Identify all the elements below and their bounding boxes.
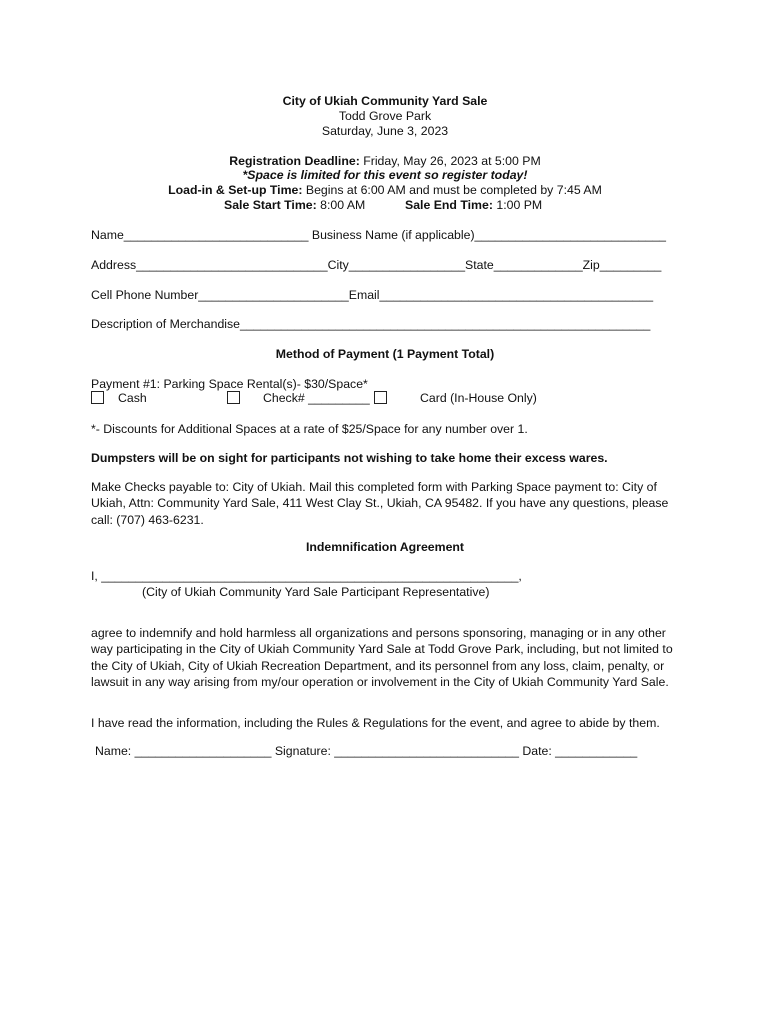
check-label: Check# _________ [263, 391, 370, 405]
cash-label: Cash [118, 391, 147, 405]
indemnification-heading: Indemnification Agreement [305, 540, 465, 554]
merchandise-field[interactable]: Description of Merchandise____________________________________________________________ [91, 317, 651, 331]
sale-end-value: 1:00 PM [492, 198, 543, 212]
acknowledgement: I have read the information, including the Rules & Regulations for the event, and agree to abide by them. [91, 716, 660, 730]
payment-rate: Payment #1: Parking Space Rental(s)- $30/Space* [91, 377, 368, 391]
deadline-label: Registration Deadline: [229, 154, 360, 168]
address-field[interactable]: Address____________________________City_________________State_____________Zip_________ [91, 258, 662, 272]
sale-end-time [405, 198, 542, 213]
sale-start-value: 8:00 AM [316, 198, 366, 212]
event-location: Todd Grove Park [338, 109, 432, 123]
event-date: Saturday, June 3, 2023 [321, 124, 449, 138]
signature-line[interactable]: Name: ____________________ Signature: ___________________________ Date: ____________ [95, 744, 638, 758]
discount-note: *- Discounts for Additional Spaces at a rate of $25/Space for any number over 1. [91, 422, 528, 436]
payment-heading: Method of Payment (1 Payment Total) [275, 347, 495, 361]
loadin-label: Load-in & Set-up Time: [168, 183, 303, 197]
sale-start-time [224, 198, 365, 213]
phone-email-field[interactable]: Cell Phone Number______________________Email________________________________________ [91, 288, 654, 302]
name-business-field[interactable]: Name___________________________ Business Name (if applicable)____________________________ [91, 228, 667, 242]
signer-caption: (City of Ukiah Community Yard Sale Participant Representative) [142, 585, 490, 599]
sale-end-label: Sale End Time: [405, 198, 493, 212]
loadin-time [0, 183, 770, 198]
sale-start-label: Sale Start Time: [224, 198, 317, 212]
check-checkbox[interactable] [227, 391, 240, 404]
card-label: Card (In-House Only) [420, 391, 537, 405]
loadin-value: Begins at 6:00 AM and must be completed by 7:45 AM [302, 183, 602, 197]
dumpster-note: Dumpsters will be on sight for participants not wishing to take home their excess wares. [91, 451, 608, 465]
deadline-value: Friday, May 26, 2023 at 5:00 PM [359, 154, 541, 168]
form-title: City of Ukiah Community Yard Sale [282, 94, 488, 108]
registration-deadline [0, 154, 770, 169]
cash-checkbox[interactable] [91, 391, 104, 404]
signer-line[interactable]: I, _____________________________________________________________, [91, 569, 522, 583]
limited-space-notice: *Space is limited for this event so register today! [242, 168, 528, 182]
agreement-text: agree to indemnify and hold harmless all organizations and persons sponsoring, managing or in any other way participating in the City of Ukiah Community Yard Sale at Todd Grove Park, including, but not limited to the City of Ukiah, City of Ukiah Recreation Department, and its personnel from any loss, claim, penalty, or lawsuit in any way arising from my/our operation or involvement in the City of Ukiah Community Yard Sale. [91, 626, 673, 689]
card-checkbox[interactable] [374, 391, 387, 404]
mail-instructions: Make Checks payable to: City of Ukiah. Mail this completed form with Parking Space payment to: City of Ukiah, Attn: Community Yard Sale, 411 West Clay St., Ukiah, CA 95482. If you have any questions, please call: (707) 463-6231. [91, 480, 669, 527]
